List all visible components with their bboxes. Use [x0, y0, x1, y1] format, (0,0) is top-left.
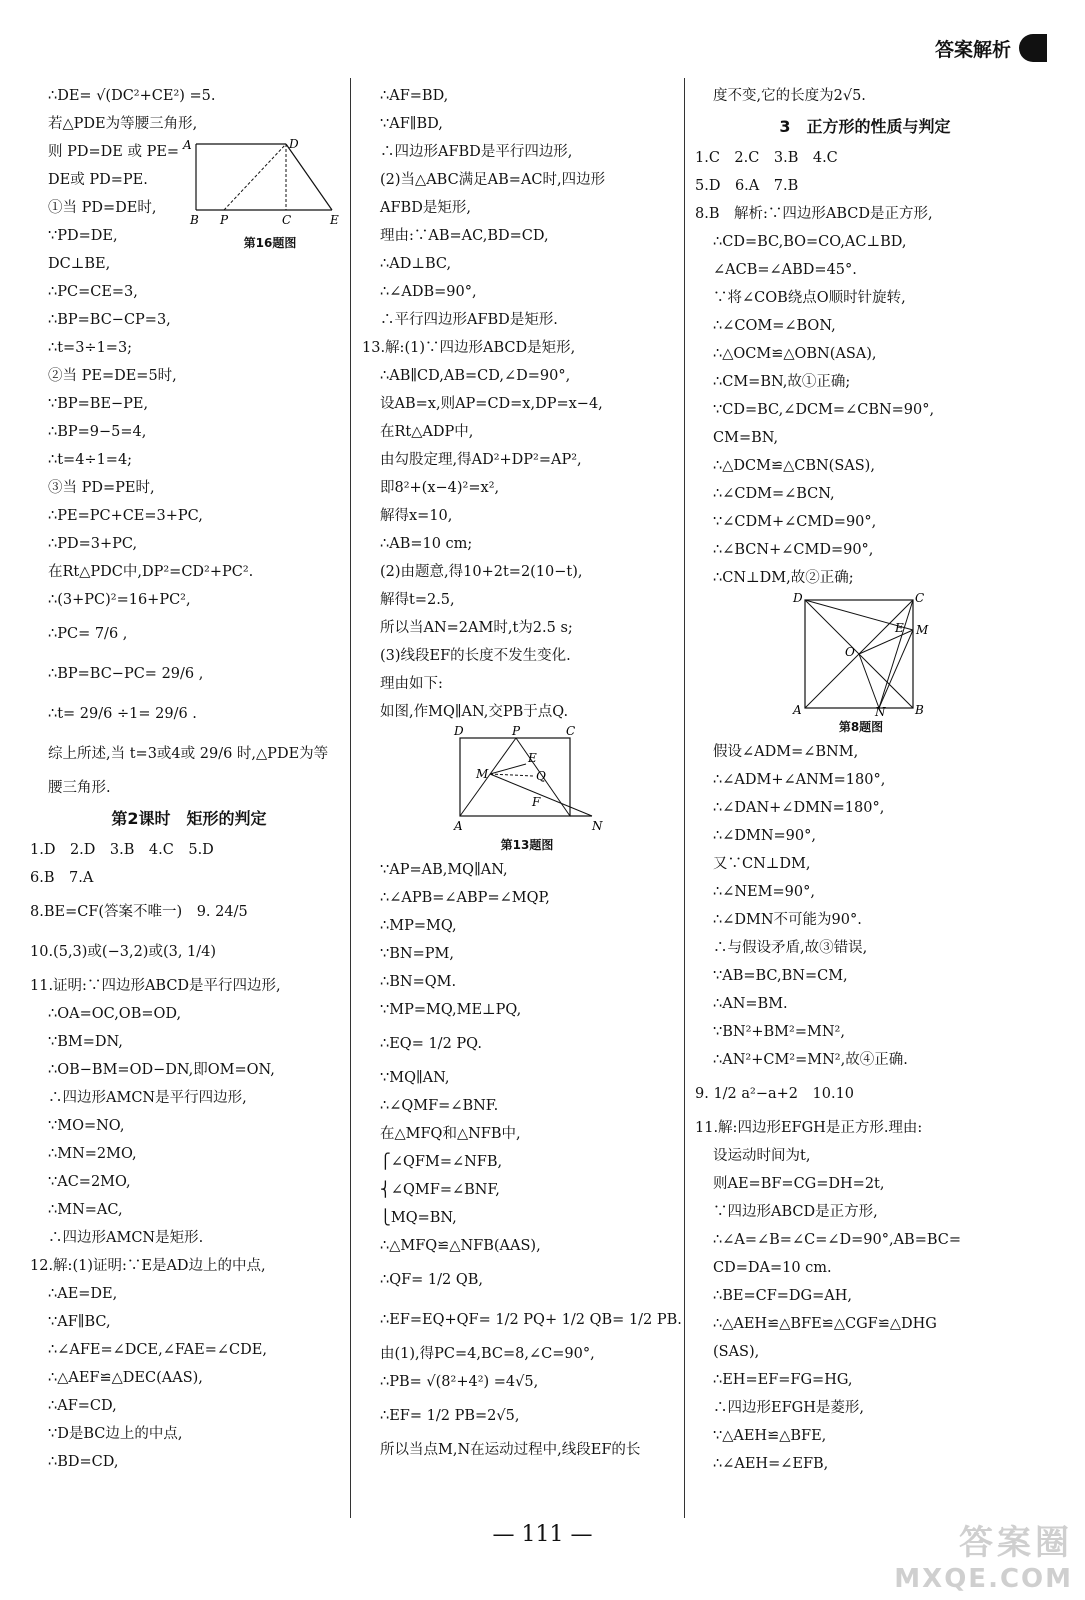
q13-solution-end — [695, 82, 1035, 110]
fig16-label-b: B — [190, 213, 199, 227]
fig13-label-e: E — [528, 751, 537, 765]
header-tab-marker — [1019, 34, 1047, 62]
column-3 — [695, 82, 1035, 1478]
text-line: ∴PC=CE=3, — [48, 284, 138, 300]
text-line: ∴CM=BN,故①正确; — [713, 374, 851, 390]
text-line: 所以当点M,N在运动过程中,线段EF的长 — [380, 1442, 641, 1458]
text-line: ∴∠NEM=90°, — [713, 884, 815, 900]
text-line: ∴PE=PC+CE=3+PC, — [48, 508, 203, 524]
text-line: 则 PD=DE 或 PE= — [48, 144, 180, 160]
fig16-label-p: P — [220, 213, 229, 227]
section-title-lesson-2: 第2课时 矩形的判定 — [111, 809, 267, 828]
text-line: ∵BN²+BM²=MN², — [713, 1024, 845, 1040]
text-line: 设AB=x,则AP=CD=x,DP=x−4, — [380, 396, 603, 412]
text-line: 理由如下: — [380, 676, 443, 692]
answers-9-10 — [695, 1074, 1035, 1114]
figure-13 — [362, 726, 682, 856]
text-line: ∴△OCM≌△OBN(ASA), — [713, 346, 877, 362]
text-line: ∴△DCM≌△CBN(SAS), — [713, 458, 875, 474]
fig13-label-d: D — [454, 726, 464, 738]
watermark — [894, 1515, 1073, 1594]
text-line: ∴BE=CF=DG=AH, — [713, 1288, 853, 1304]
text-line: ∴t= 29/6 ÷1= 29/6 . — [48, 706, 197, 722]
figure-13-caption: 第13题图 — [500, 838, 554, 852]
fig8-edge-cn — [879, 600, 913, 708]
text-line: (3)线段EF的长度不发生变化. — [380, 648, 571, 664]
text-line: ∵△AEH≌△BFE, — [713, 1428, 827, 1444]
figure-8-diagram — [791, 592, 931, 716]
fig16-edge-de — [286, 144, 332, 210]
fig13-label-f: F — [532, 795, 541, 809]
q12-13-solution — [362, 82, 682, 726]
text-line: ∴△AEF≌△DEC(AAS), — [48, 1370, 203, 1386]
text-line: DC⊥BE, — [48, 256, 111, 272]
text-line: DE或 PD=PE. — [48, 172, 148, 188]
text-line: (2)当△ABC满足AB=AC时,四边形 — [380, 172, 606, 188]
text-line: 理由:∵AB=AC,BD=CD, — [380, 228, 549, 244]
text-line: 在△MFQ和△NFB中, — [380, 1126, 521, 1142]
figure-8-caption: 第8题图 — [838, 720, 884, 734]
text-line: 1.D 2.D 3.B 4.C 5.D — [30, 842, 214, 858]
text-line: 解得t=2.5, — [380, 592, 455, 608]
text-line: ∴∠DMN=90°, — [713, 828, 816, 844]
text-line: ∴AB=10 cm; — [380, 536, 473, 552]
fig16-label-d: D — [289, 138, 299, 151]
fig13-edge-mq — [490, 774, 534, 776]
text-line: ∴四边形AMCN是矩形. — [48, 1230, 204, 1246]
fig13-label-a: A — [454, 819, 463, 833]
text-line: ∴∠QMF=∠BNF. — [380, 1098, 499, 1114]
text-line: ∵AB=BC,BN=CM, — [713, 968, 848, 984]
text-line: ∴BP=9−5=4, — [48, 424, 147, 440]
text-line: ∵∠CDM+∠CMD=90°, — [713, 514, 877, 530]
text-line: ∴OB−BM=OD−DN,即OM=ON, — [48, 1062, 275, 1078]
text-line: ∴平行四边形AFBD是矩形. — [380, 312, 558, 328]
text-line: ∴AN=BM. — [713, 996, 788, 1012]
text-line: ∴BN=QM. — [380, 974, 457, 990]
text-line: ∵BP=BE−PE, — [48, 396, 149, 412]
text-line: 10.(5,3)或(−3,2)或(3, 1/4) — [30, 944, 217, 960]
fig8-label-m: M — [916, 623, 929, 637]
text-line: ∵将∠COB绕点O顺时针旋转, — [713, 290, 906, 306]
text-line: 8.BE=CF(答案不唯一) 9. 24/5 — [30, 904, 248, 920]
fig13-label-q: Q — [536, 769, 546, 783]
text-line: ⎨∠QMF=∠BNF, — [380, 1182, 500, 1198]
text-line: ∴PD=3+PC, — [48, 536, 138, 552]
text-line: 5.D 6.A 7.B — [695, 178, 799, 194]
text-line: ∴∠DAN+∠DMN=180°, — [713, 800, 885, 816]
text-line: ∴PB= √(8²+4²) =4√5, — [380, 1374, 539, 1390]
text-line: ∵D是BC边上的中点, — [48, 1426, 183, 1442]
figure-13-diagram — [442, 726, 612, 834]
text-line: 假设∠ADM=∠BNM, — [713, 744, 859, 760]
text-line: ∴EH=EF=FG=HG, — [713, 1372, 853, 1388]
text-line: ∴BP=BC−CP=3, — [48, 312, 171, 328]
fig16-label-e: E — [330, 213, 339, 227]
text-line: ∴四边形AFBD是平行四边形, — [380, 144, 573, 160]
text-line: ∴四边形EFGH是菱形, — [713, 1400, 864, 1416]
text-line: ∴EF= 1/2 PB=2√5, — [380, 1408, 520, 1424]
text-line: ∴t=4÷1=4; — [48, 452, 133, 468]
figure-16 — [180, 138, 360, 254]
text-line: 腰三角形. — [48, 780, 111, 796]
figure-16-caption: 第16题图 — [243, 236, 297, 250]
fig13-label-c: C — [566, 726, 576, 738]
text-line: ∴AF=BD, — [380, 88, 449, 104]
text-line: 又∵CN⊥DM, — [713, 856, 811, 872]
fig8-label-e: E — [895, 621, 904, 635]
text-line: ∵BN=PM, — [380, 946, 454, 962]
text-line: ∴MN=2MO, — [48, 1146, 137, 1162]
q8-solution — [695, 200, 1035, 592]
text-line: ∴△AEH≌△BFE≌△CGF≌△DHG — [713, 1316, 937, 1332]
fig8-edge-om — [859, 630, 913, 654]
text-line: ∵AC=2MO, — [48, 1174, 131, 1190]
figure-16-diagram — [180, 138, 350, 228]
text-line: 12.解:(1)证明:∵E是AD边上的中点, — [30, 1258, 266, 1274]
text-line: ∵AF∥BD, — [380, 116, 443, 132]
text-line: 即8²+(x−4)²=x², — [380, 480, 500, 496]
text-line: 度不变,它的长度为2√5. — [713, 88, 866, 104]
text-line: ⎧∠QFM=∠NFB, — [380, 1154, 503, 1170]
text-line: ∴∠BCN+∠CMD=90°, — [713, 542, 874, 558]
fig8-label-b: B — [915, 703, 924, 716]
header-tab — [935, 34, 1047, 62]
text-line: 13.解:(1)∵四边形ABCD是矩形, — [362, 340, 576, 356]
text-line: ∴四边形AMCN是平行四边形, — [48, 1090, 247, 1106]
text-line: ③当 PD=PE时, — [48, 480, 155, 496]
text-line: ∵MP=MQ,ME⊥PQ, — [380, 1002, 522, 1018]
text-line: ∴QF= 1/2 QB, — [380, 1272, 484, 1288]
text-line: ∴∠AEH=∠EFB, — [713, 1456, 829, 1472]
fig13-label-m: M — [476, 767, 489, 781]
fig13-label-p: P — [512, 726, 521, 738]
text-line: ∴与假设矛盾,故③错误, — [713, 940, 868, 956]
column-divider-2 — [684, 78, 685, 1518]
text-line: 所以当AN=2AM时,t为2.5 s; — [380, 620, 573, 636]
text-line: 在Rt△PDC中,DP²=CD²+PC². — [48, 564, 254, 580]
text-line: ∴BP=BC−PC= 29/6 , — [48, 666, 204, 682]
text-line: (SAS), — [713, 1344, 760, 1360]
text-line: ∴CN⊥DM,故②正确; — [713, 570, 854, 586]
text-line: ∵MO=NO, — [48, 1118, 125, 1134]
text-line: 在Rt△ADP中, — [380, 424, 474, 440]
text-line: 则AE=BF=CG=DH=2t, — [713, 1176, 885, 1192]
text-line: 由勾股定理,得AD²+DP²=AP², — [380, 452, 582, 468]
header-title: 答案解析 — [934, 38, 1011, 61]
text-line: ∴AF=CD, — [48, 1398, 117, 1414]
text-line: ∴∠DMN不可能为90°. — [713, 912, 862, 928]
q13-solution-cont — [362, 856, 682, 1464]
text-line: ∴∠COM=∠BON, — [713, 318, 836, 334]
watermark-line-1: 答案圈 — [959, 1523, 1073, 1563]
text-line: ∴(3+PC)²=16+PC², — [48, 592, 191, 608]
text-line: ∴EQ= 1/2 PQ. — [380, 1036, 482, 1052]
text-line: ∴BD=CD, — [48, 1454, 119, 1470]
text-line: ∴∠APB=∠ABP=∠MQP, — [380, 890, 550, 906]
text-line: ∵AP=AB,MQ∥AN, — [380, 862, 508, 878]
answers-1-10 — [30, 836, 348, 972]
text-line: 设运动时间为t, — [713, 1148, 811, 1164]
text-line: ∵BM=DN, — [48, 1034, 123, 1050]
q8-solution-cont — [695, 738, 1035, 1074]
fig13-edge-me — [490, 764, 526, 774]
text-line: ①当 PD=DE时, — [48, 200, 157, 216]
fig16-label-c: C — [282, 213, 292, 227]
column-2 — [362, 82, 682, 1464]
text-line: (2)由题意,得10+2t=2(10−t), — [380, 564, 583, 580]
text-line: ∴OA=OC,OB=OD, — [48, 1006, 182, 1022]
fig8-label-n: N — [875, 705, 886, 716]
text-line: ∵AF∥BC, — [48, 1314, 111, 1330]
text-line: ∠ACB=∠ABD=45°. — [713, 262, 857, 278]
fig8-edge-on — [859, 654, 879, 708]
text-line: ⎩MQ=BN, — [380, 1210, 457, 1226]
fig16-edge-pd — [224, 144, 286, 210]
text-line: ∴EF=EQ+QF= 1/2 PQ+ 1/2 QB= 1/2 PB. — [380, 1312, 682, 1328]
text-line: ∴PC= 7/6 , — [48, 626, 128, 642]
text-line: 9. 1/2 a²−a+2 10.10 — [695, 1086, 855, 1102]
text-line: 8.B 解析:∵四边形ABCD是正方形, — [695, 206, 933, 222]
fig8-label-d: D — [793, 592, 803, 605]
text-line: 若△PDE为等腰三角形, — [48, 116, 198, 132]
column-1 — [30, 82, 348, 1476]
text-line: ∵四边形ABCD是正方形, — [713, 1204, 878, 1220]
text-line: ∴AB∥CD,AB=CD,∠D=90°, — [380, 368, 571, 384]
text-line: ∴MP=MQ, — [380, 918, 457, 934]
text-line: ②当 PE=DE=5时, — [48, 368, 177, 384]
page-number: — 111 — — [492, 1522, 593, 1547]
text-line: 解得x=10, — [380, 508, 453, 524]
q11-square-solution — [695, 1114, 1035, 1478]
column-divider-1 — [350, 78, 351, 1518]
text-line: ∴MN=AC, — [48, 1202, 123, 1218]
q12-solution — [30, 1252, 348, 1476]
text-line: ∴AN²+CM²=MN²,故④正确. — [713, 1052, 908, 1068]
text-line: ∴∠ADB=90°, — [380, 284, 477, 300]
text-line: ∴∠AFE=∠DCE,∠FAE=∠CDE, — [48, 1342, 267, 1358]
text-line: CM=BN, — [713, 430, 779, 446]
q11-solution — [30, 972, 348, 1252]
text-line: 如图,作MQ∥AN,交PB于点Q. — [380, 704, 569, 720]
fig8-edge-mn — [879, 630, 913, 708]
text-line: ∴△MFQ≌△NFB(AAS), — [380, 1238, 541, 1254]
fig8-label-c: C — [915, 592, 925, 605]
text-line: 由(1),得PC=4,BC=8,∠C=90°, — [380, 1346, 595, 1362]
text-line: CD=DA=10 cm. — [713, 1260, 832, 1276]
figure-8 — [695, 592, 1035, 738]
fig16-label-a: A — [183, 138, 192, 152]
text-line: ∴∠CDM=∠BCN, — [713, 486, 835, 502]
text-line: ∴t=3÷1=3; — [48, 340, 133, 356]
text-line: ∴∠A=∠B=∠C=∠D=90°,AB=BC= — [713, 1232, 962, 1248]
text-line: ∵PD=DE, — [48, 228, 118, 244]
text-line: 11.解:四边形EFGH是正方形.理由: — [695, 1120, 923, 1136]
text-line: 1.C 2.C 3.B 4.C — [695, 150, 838, 166]
text-line: 11.证明:∵四边形ABCD是平行四边形, — [30, 978, 281, 994]
text-line: ∵MQ∥AN, — [380, 1070, 450, 1086]
text-line: ∴∠ADM+∠ANM=180°, — [713, 772, 886, 788]
text-line: ∵CD=BC,∠DCM=∠CBN=90°, — [713, 402, 935, 418]
fig13-label-n: N — [592, 819, 603, 833]
fig8-label-o: O — [845, 645, 855, 659]
section-title-square: 3 正方形的性质与判定 — [779, 117, 951, 136]
watermark-line-2: MXQE.COM — [894, 1564, 1073, 1594]
answers-1-7 — [695, 144, 1035, 200]
text-line: ∴CD=BC,BO=CO,AC⊥BD, — [713, 234, 907, 250]
text-line: ∴DE= √(DC²+CE²) =5. — [48, 88, 216, 104]
text-line: AFBD是矩形, — [380, 200, 471, 216]
text-line: ∴AD⊥BC, — [380, 256, 452, 272]
text-line: ∴AE=DE, — [48, 1286, 118, 1302]
text-line: 6.B 7.A — [30, 870, 94, 886]
fig8-label-a: A — [793, 703, 802, 716]
text-line: 综上所述,当 t=3或4或 29/6 时,△PDE为等 — [48, 746, 329, 762]
